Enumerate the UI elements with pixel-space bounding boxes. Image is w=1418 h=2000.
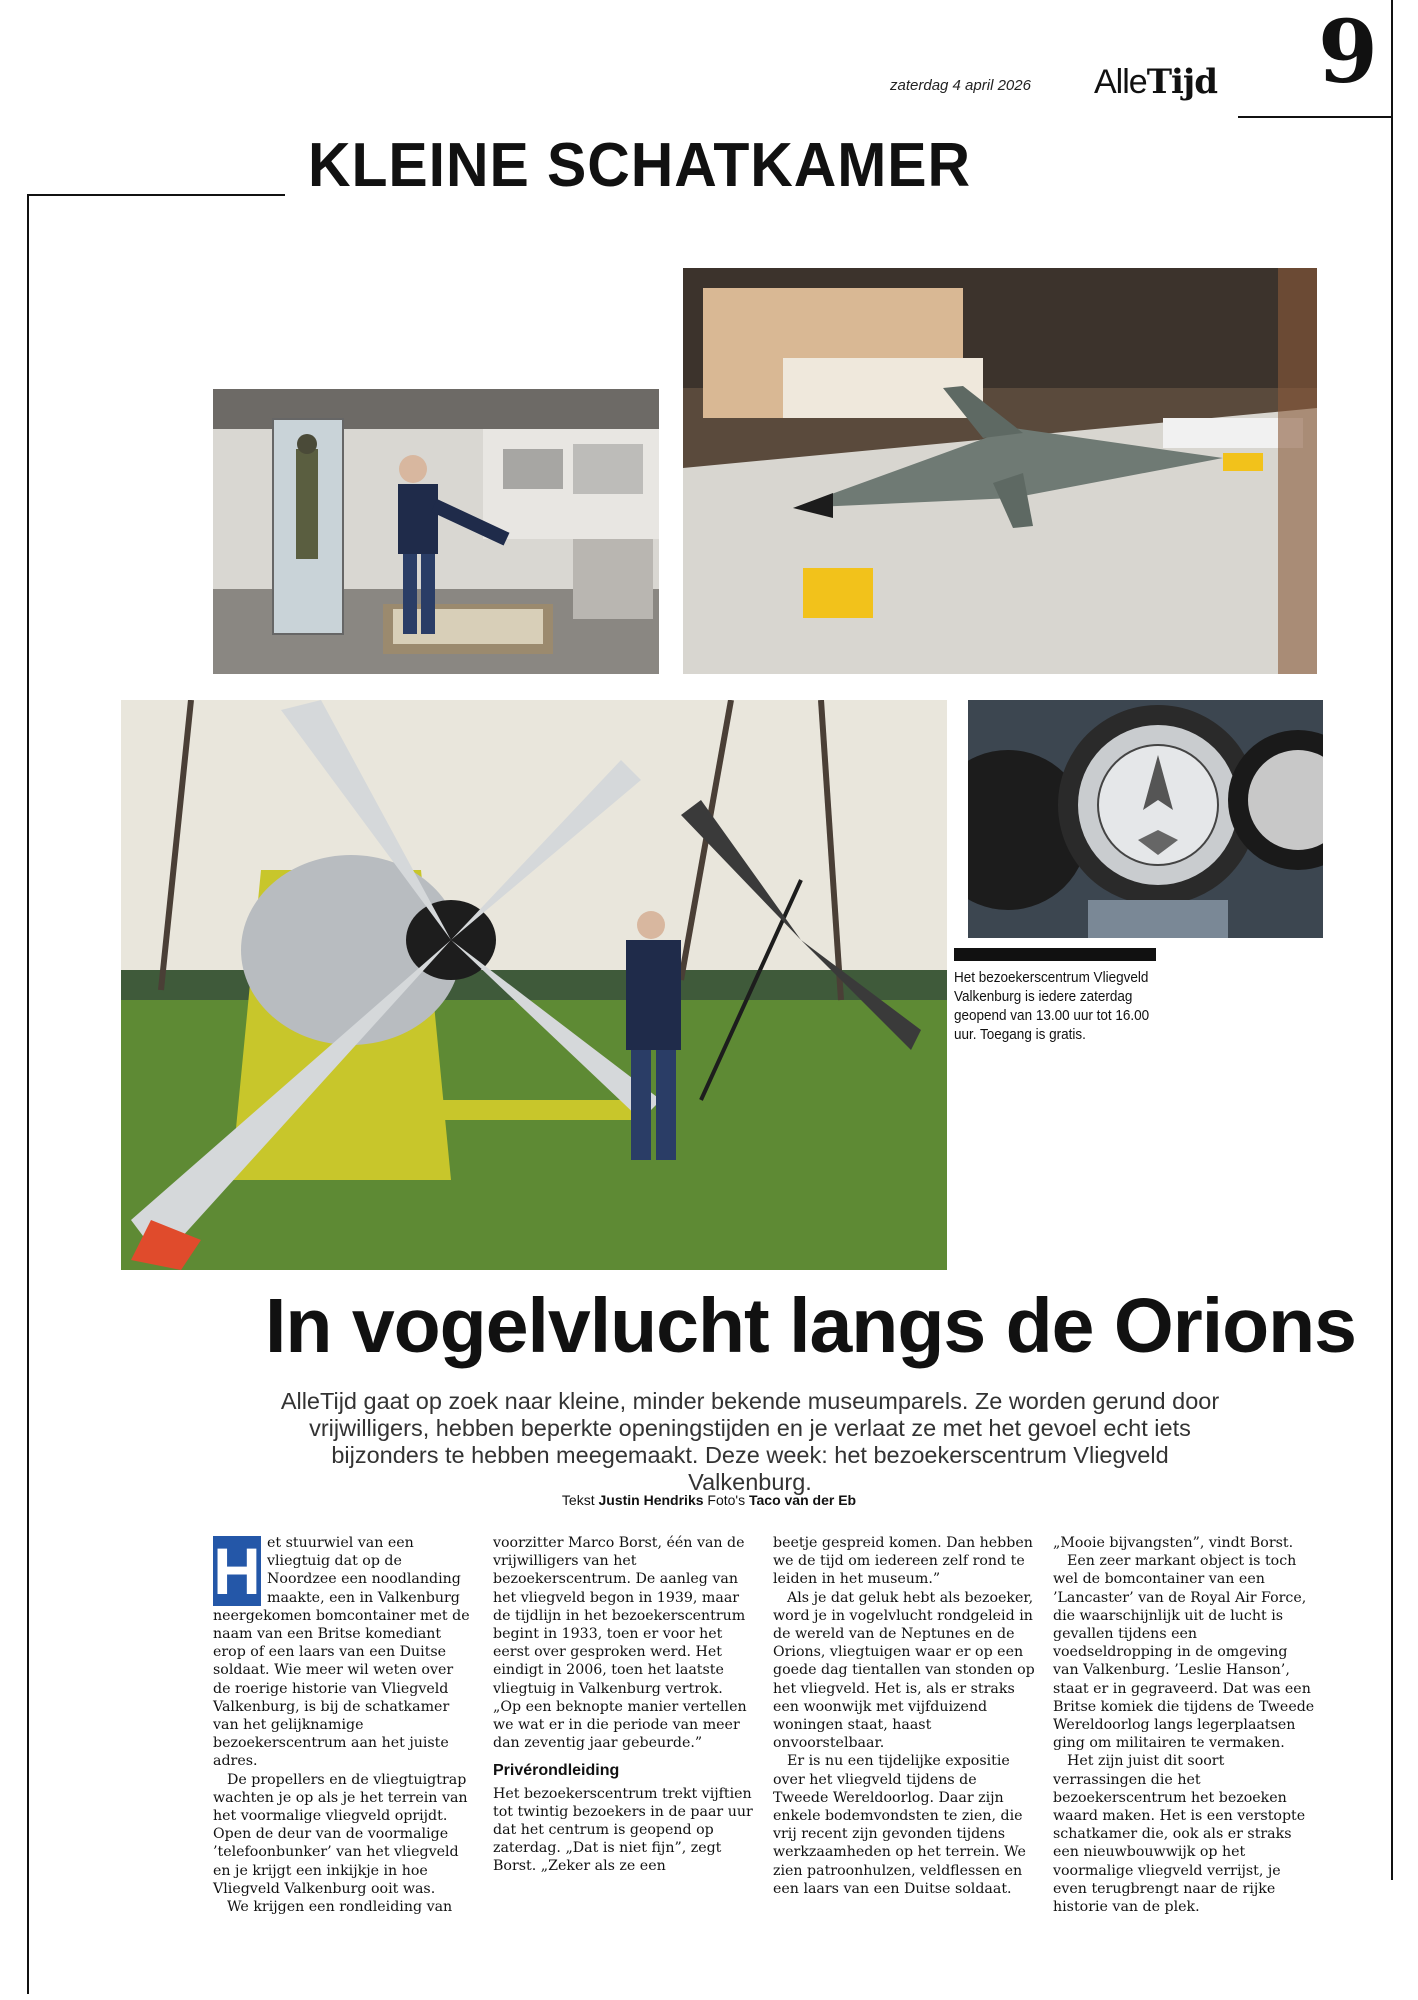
brand-bold: Tijd bbox=[1146, 62, 1217, 102]
museum-interior-photo bbox=[213, 389, 659, 674]
header-rule bbox=[1238, 116, 1393, 118]
paragraph: Als je dat geluk hebt als bezoeker, word je in vogelvlucht rondgeleid in de wereld van de Neptunes en de Orions, vliegtuigen waar er op een goede dag tientallen van stonden op het vliegveld. Het is, als er straks een woonwijk met vijfduizend woningen staat, haast onvoorstelbaar. bbox=[773, 1589, 1035, 1752]
article-column-3 bbox=[773, 1534, 1035, 1898]
credit-photo-label: Foto's bbox=[707, 1492, 746, 1508]
credit-text-name: Justin Hendriks bbox=[598, 1492, 704, 1508]
article-column-2 bbox=[493, 1534, 755, 1876]
paragraph: Een zeer markant object is toch wel de bomcontainer van een ’Lancaster’ van de Royal Air Force, die waarschijnlijk uit de lucht is gevallen tijdens een voedseldropping in de omgeving van Valkenburg. ’Leslie Hanson’, staat er in gegraveerd. Dat was een Britse komiek die tijdens de Tweede Wereldoorlog langs legerplaatsen ging om militairen te vermaken. bbox=[1053, 1553, 1315, 1752]
paragraph: et stuurwiel van een vliegtuig dat op de Noordzee een noodlanding maakte, een in Valkenburg neergekomen bomcontainer met de naam van een Britse komediant erop of een laars van een Duitse soldaat. Wie meer wil weten over de roerige historie van Vliegveld Valkenburg, is bij de schatkamer van het gelijknamige bezoekerscentrum aan het juiste adres. bbox=[213, 1535, 470, 1770]
left-rule bbox=[27, 194, 29, 1994]
article-column-4 bbox=[1053, 1534, 1315, 1916]
article-column-1 bbox=[213, 1534, 475, 1916]
photo-caption: Het bezoekerscentrum Vliegveld Valkenburg is iedere zaterdag geopend van 13.00 uur tot 16.00 uur. Toegang is gratis. bbox=[954, 969, 1150, 1043]
compass-instrument-photo bbox=[968, 700, 1323, 938]
right-rule bbox=[1391, 0, 1393, 1880]
section-rubric: KLEINE SCHATKAMER bbox=[308, 131, 971, 200]
paragraph: voorzitter Marco Borst, één van de vrijwilligers van het bezoekerscentrum. De aanleg van het vliegveld begon in 1939, maar de tijdlijn in het bezoekerscentrum begint in 1933, toen er voor het eerst over gesproken werd. Het eindigt in 2006, toen het laatste vliegtuig in Valkenburg vertrok. „Op een beknopte manier vertellen we wat er in die periode van meer dan zeventig jaar gebeurde.” bbox=[493, 1535, 747, 1752]
caption-bar bbox=[954, 948, 1156, 961]
brand-light: Alle bbox=[1094, 63, 1147, 101]
article-intro: AlleTijd gaat op zoek naar kleine, minder bekende museumparels. Ze worden gerund door vrijwilligers, hebben beperkte openingstijden en je verlaat ze met het gevoel echt iets bijzonders te hebben meegemaakt. Deze week: het bezoekerscentrum Vliegveld Valkenburg. bbox=[280, 1388, 1220, 1495]
paragraph: „Mooie bijvangsten”, vindt Borst. bbox=[1053, 1535, 1294, 1551]
issue-date: zaterdag 4 april 2026 bbox=[890, 77, 1031, 94]
subheading: Privérondleiding bbox=[493, 1762, 620, 1780]
paragraph: De propellers en de vliegtuigtrap wachten je op als je het terrein van het voormalige vliegveld oprijdt. Open de deur van de voormalige ’telefoonbunker’ van het vliegveld en je krijgt een inkijkje in hoe Vliegveld Valkenburg ooit was. bbox=[213, 1771, 468, 1897]
drop-initial: H bbox=[213, 1534, 261, 1608]
paragraph: Het zijn juist dit soort verrassingen die het bezoekerscentrum het bezoeken waard maken. Het is een verstopte schatkamer die, ook als er straks een nieuwbouwwijk op het voormalige vliegveld verrijst, je even terugbrengt naar de rijke historie van de plek. bbox=[1053, 1753, 1306, 1916]
paragraph: Er is nu een tijdelijke expositie over het vliegveld tijdens de Tweede Wereldoorlog. Daar zijn enkele bodemvondsten te zien, die vrij recent zijn gevonden tijdens werkzaamheden op het terrein. We zien patroonhulzen, veldflessen en een laars van een Duitse soldaat. bbox=[773, 1753, 1026, 1897]
rubric-rule bbox=[27, 194, 285, 196]
credit-text-label: Tekst bbox=[561, 1492, 595, 1508]
article-headline: In vogelvlucht langs de Orions bbox=[265, 1283, 1356, 1369]
paragraph: beetje gespreid komen. Dan hebben we de tijd om iedereen zelf rond te leiden in het museum.” bbox=[773, 1535, 1033, 1588]
credit-photo-name: Taco van der Eb bbox=[748, 1492, 857, 1508]
page-number: 9 bbox=[1318, 2, 1378, 103]
paragraph: We krijgen een rondleiding van bbox=[227, 1899, 453, 1916]
propeller-engine-photo bbox=[121, 700, 947, 1270]
paragraph: Het bezoekerscentrum trekt vijftien tot twintig bezoekers in de paar uur dat het centrum is geopend op zaterdag. „Dat is niet fijn”, zegt Borst. „Zeker als ze een bbox=[493, 1785, 753, 1875]
model-aircraft-photo bbox=[683, 268, 1317, 674]
article-credits bbox=[0, 1492, 1418, 1508]
brand-logo bbox=[1094, 62, 1217, 102]
